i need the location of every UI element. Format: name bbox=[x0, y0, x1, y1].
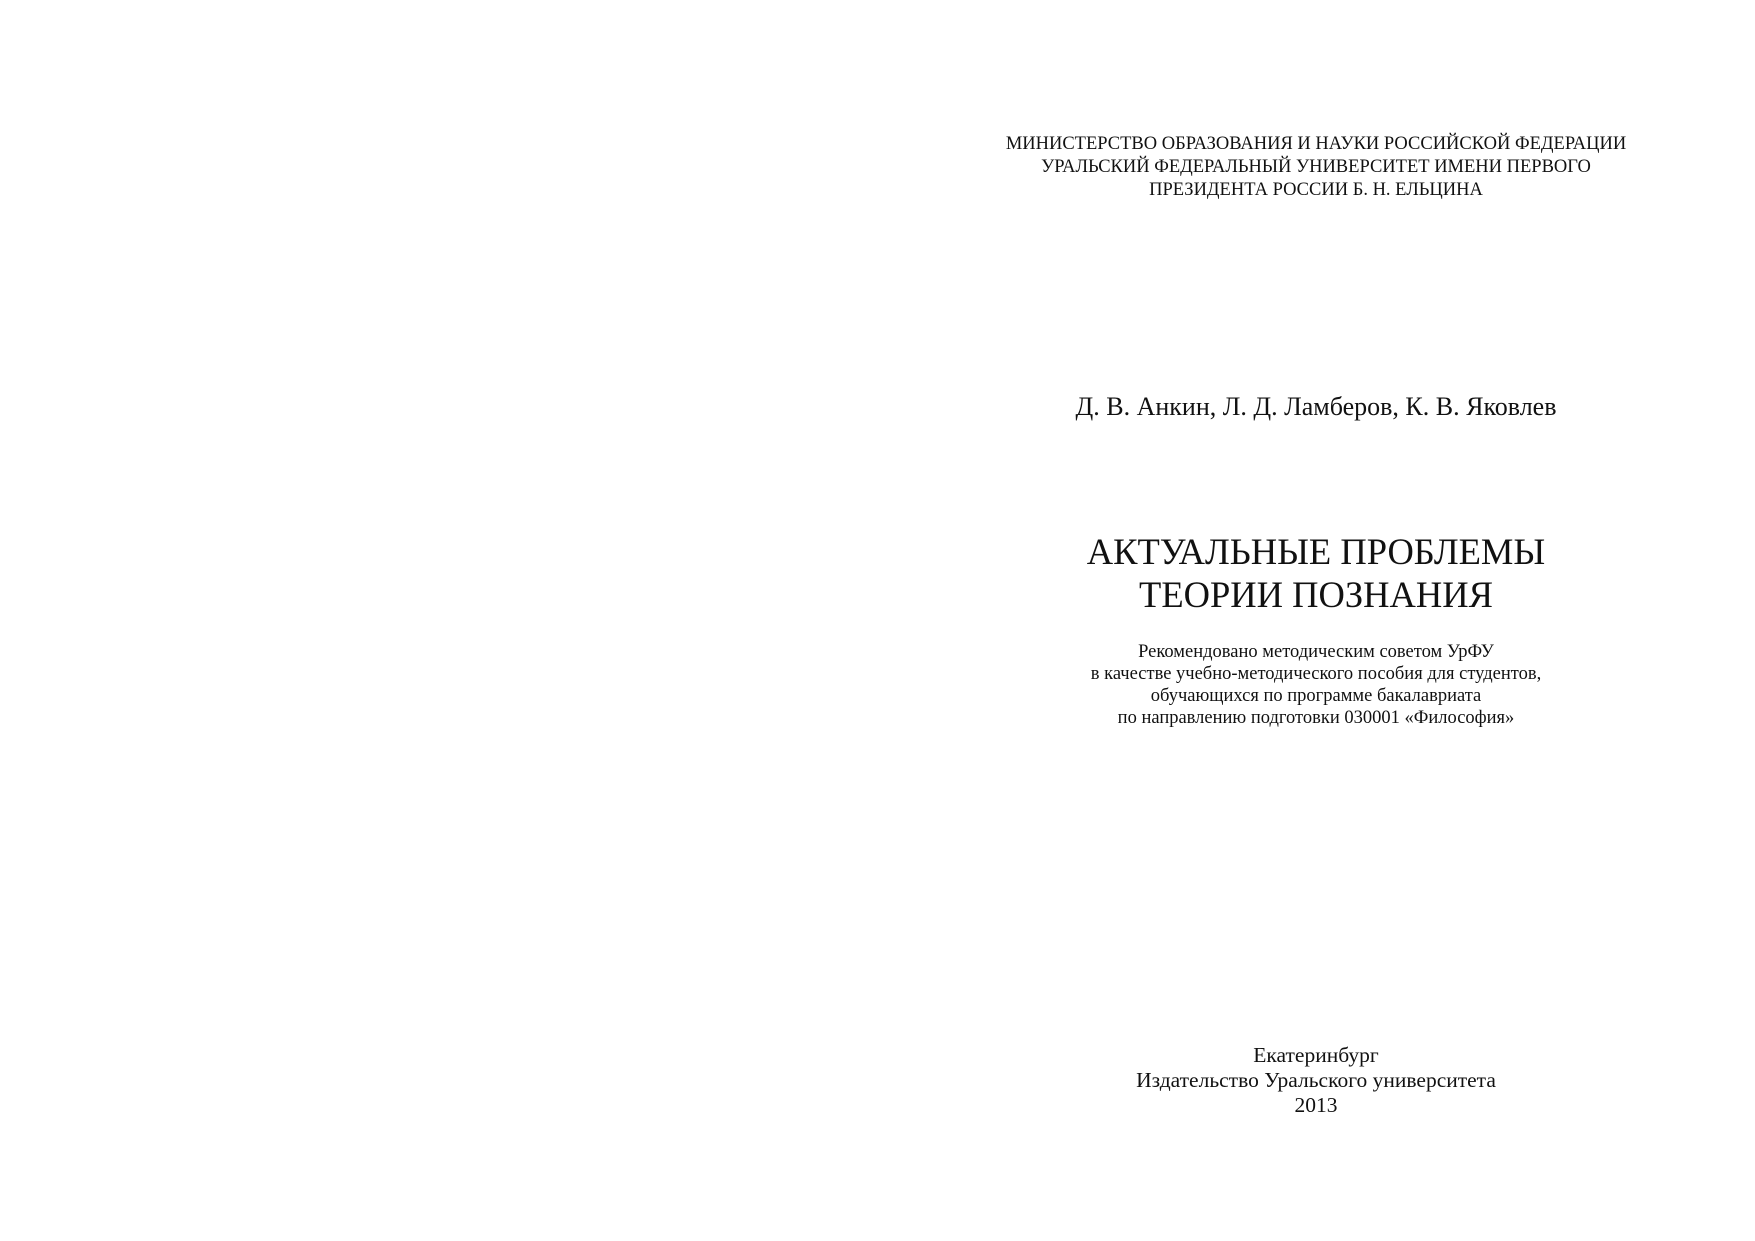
blank-left-page bbox=[0, 0, 877, 1241]
recommendation-line: обучающихся по программе бакалавриата bbox=[1150, 686, 1482, 706]
authors-line: Д. В. Анкин, Л. Д. Ламберов, К. В. Яковлев bbox=[1075, 392, 1557, 421]
ministry-line: МИНИСТЕРСТВО ОБРАЗОВАНИЯ И НАУКИ РОССИЙСКОЙ ФЕДЕРАЦИИ bbox=[1005, 134, 1627, 154]
book-title bbox=[877, 530, 1755, 616]
recommendation-note bbox=[877, 641, 1755, 729]
recommendation-line: Рекомендовано методическим советом УрФУ bbox=[1138, 642, 1494, 662]
imprint-city: Екатеринбург bbox=[1253, 1043, 1379, 1067]
title-page bbox=[877, 0, 1755, 1241]
imprint-year: 2013 bbox=[1294, 1093, 1338, 1117]
recommendation-line: по направлению подготовки 030001 «Философия» bbox=[1117, 708, 1515, 728]
authors bbox=[877, 391, 1755, 423]
ministry-line: УРАЛЬСКИЙ ФЕДЕРАЛЬНЫЙ УНИВЕРСИТЕТ ИМЕНИ ПЕРВОГО bbox=[1041, 157, 1591, 177]
ministry-header bbox=[877, 133, 1755, 202]
recommendation-line: в качестве учебно-методического пособия для студентов, bbox=[1090, 664, 1542, 684]
imprint-publisher: Издательство Уральского университета bbox=[1136, 1068, 1496, 1092]
imprint bbox=[877, 1043, 1755, 1118]
ministry-line: ПРЕЗИДЕНТА РОССИИ Б. Н. ЕЛЬЦИНА bbox=[1149, 180, 1483, 200]
title-line: ТЕОРИИ ПОЗНАНИЯ bbox=[1139, 574, 1493, 615]
title-line: АКТУАЛЬНЫЕ ПРОБЛЕМЫ bbox=[1086, 531, 1546, 572]
